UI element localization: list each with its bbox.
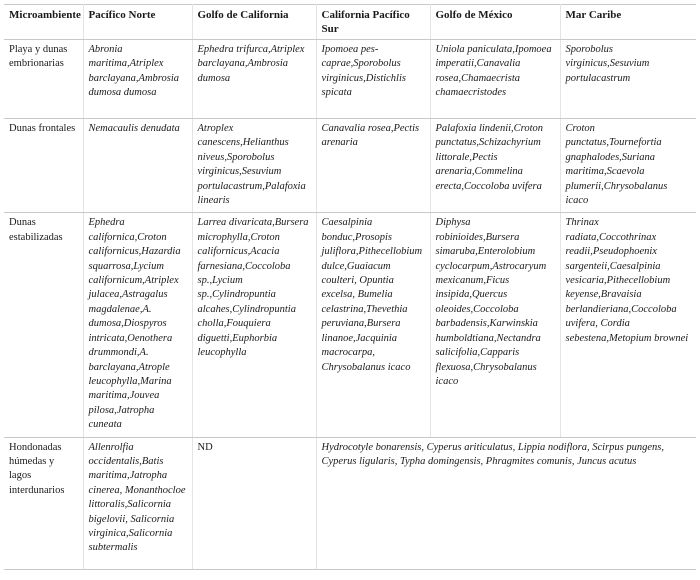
species-cell: Nemacaulis denudata	[83, 119, 192, 213]
species-table	[4, 4, 696, 570]
species-cell: Caesalpinia bonduc,Prosopis juliflora,Pithecellobium dulce,Guaiacum coulteri, Opuntia excelsa, Bumelia celastrina,Thevethia peruviana,Bursera linanoe,Jacquinia macrocarpa, Chrysobalanus icaco	[316, 213, 430, 437]
table-row	[4, 437, 696, 569]
header-california-pacifico-sur: California Pacífico Sur	[316, 5, 430, 40]
species-cell: Canavalia rosea,Pectis arenaria	[316, 119, 430, 213]
microambiente-cell: Dunas estabilizadas	[4, 213, 83, 437]
species-cell: Ephedra californica,Croton californicus,Hazardia squarrosa,Lycium californicum,Atriplex julacea,Astragalus magdalenae,A. dumosa,Diospyros intricata,Oenothera drummondi,A. barclayana,Atrople leucophylla,Marina maritima,Jouvea pilosa,Jatropha cuneata	[83, 213, 192, 437]
header-microambiente: Microambiente	[4, 5, 83, 40]
header-mar-caribe: Mar Caribe	[560, 5, 696, 40]
species-cell: Croton punctatus,Tournefortia gnaphalodes,Suriana maritima,Scaevola plumerii,Chrysobalanus icaco	[560, 119, 696, 213]
header-golfo-de-mexico: Golfo de México	[430, 5, 560, 40]
header-row	[4, 5, 696, 40]
species-cell: Palafoxia lindenii,Croton punctatus,Schizachyrium littorale,Pectis arenaria,Commelina erecta,Coccoloba uvifera	[430, 119, 560, 213]
species-cell: Atroplex canescens,Helianthus niveus,Sporobolus virginicus,Sesuvium portulacastrum,Palafoxia linearis	[192, 119, 316, 213]
species-cell: Ipomoea pes-caprae,Sporobolus virginicus,Distichlis spicata	[316, 40, 430, 119]
table-row	[4, 40, 696, 119]
no-data-cell: ND	[192, 437, 316, 569]
species-cell: Uniola paniculata,Ipomoea imperatii,Canavalia rosea,Chamaecrista chamaecristodes	[430, 40, 560, 119]
header-golfo-de-california: Golfo de California	[192, 5, 316, 40]
species-cell: Sporobolus virginicus,Sesuvium portulacastrum	[560, 40, 696, 119]
species-cell: Allenrolfia occidentalis,Batis maritima,Jatropha cinerea, Monanthocloe littoralis,Salicornia bigelovii, Salicornia virginica,Salicornia subtermalis	[83, 437, 192, 569]
table-row	[4, 213, 696, 437]
species-cell: Abronia maritima,Atriplex barclayana,Ambrosia dumosa dumosa	[83, 40, 192, 119]
microambiente-cell: Dunas frontales	[4, 119, 83, 213]
species-cell: Thrinax radiata,Coccothrinax readii,Pseudophoenix sargenteii,Caesalpinia vesicaria,Pithecellobium keyense,Bravaisia berlandieriana,Coccoloba uvifera, Cordia sebestena,Metopium brownei	[560, 213, 696, 437]
species-cell: Larrea divaricata,Bursera microphylla,Croton californicus,Acacia farnesiana,Coccoloba sp.,Lycium sp.,Cylindropuntia alcahes,Cylindropuntia cholla,Fouquiera diguetti,Euphorbia leucophylla	[192, 213, 316, 437]
merged-species-cell: Hydrocotyle bonarensis, Cyperus ariticulatus, Lippia nodiflora, Scirpus pungens, Cyperus ligularis, Typha domingensis, Phragmites comunis, Juncus acutus	[316, 437, 696, 569]
table-row	[4, 119, 696, 213]
microambiente-cell: Playa y dunas embrionarias	[4, 40, 83, 119]
species-cell: Ephedra trifurca,Atriplex barclayana,Ambrosia dumosa	[192, 40, 316, 119]
header-pacifico-norte: Pacífico Norte	[83, 5, 192, 40]
species-cell: Diphysa robinioides,Bursera simaruba,Enterolobium cyclocarpum,Astrocaryum mexicanum,Ficus insipida,Quercus oleoides,Coccoloba barbadensis,Karwinskia humboldtiana,Nectandra salicifolia,Capparis flexuosa,Chrysobalanus icaco	[430, 213, 560, 437]
microambiente-cell: Hondonadas húmedas y lagos interdunarios	[4, 437, 83, 569]
